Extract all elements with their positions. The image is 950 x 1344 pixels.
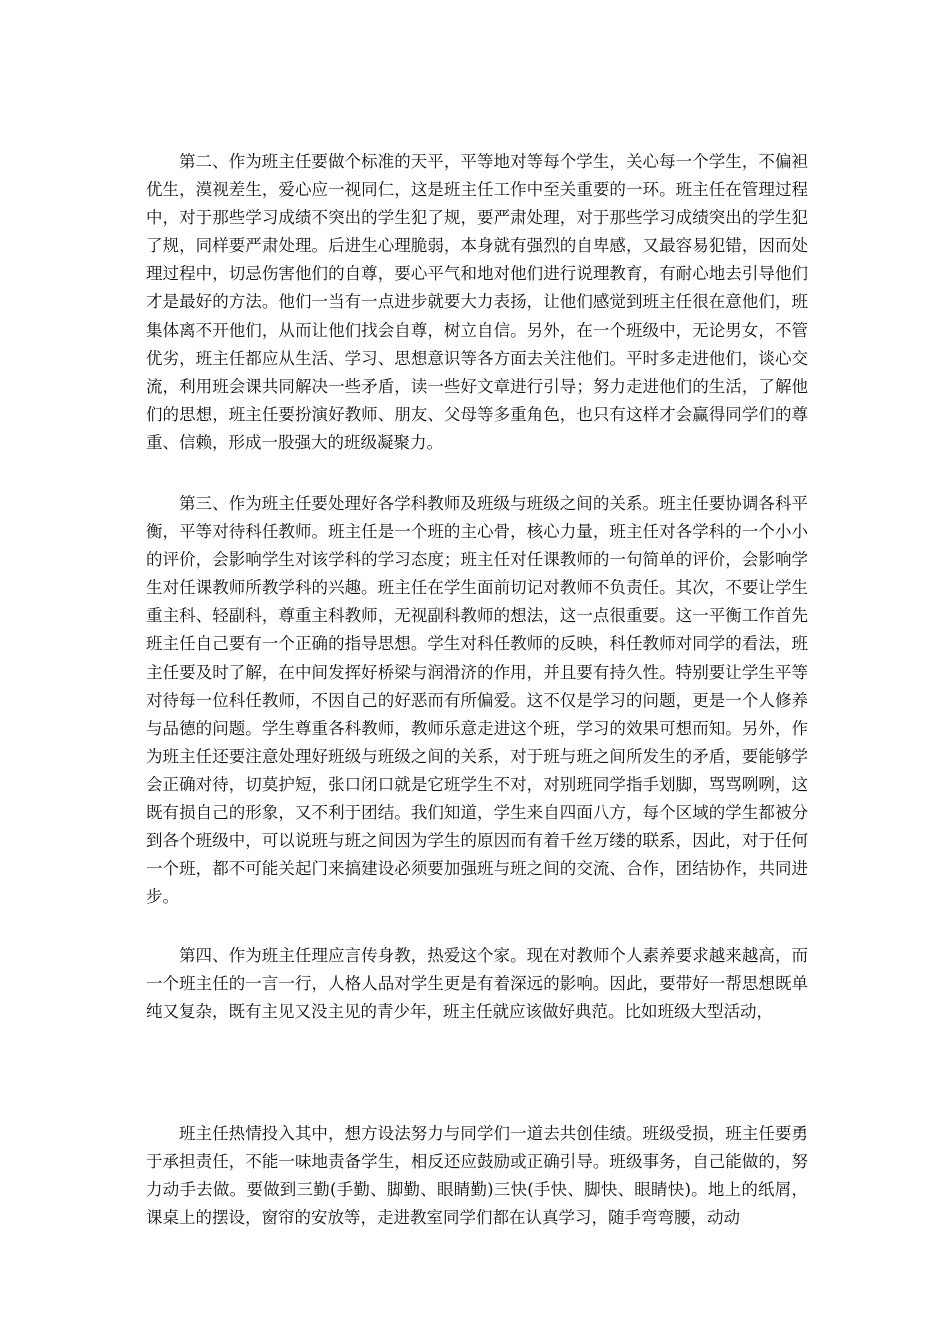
paragraph-second: 第二、作为班主任要做个标准的天平，平等地对等每个学生，关心每一个学生，不偏袒优生，漠视差生，爱心应一视同仁，这是班主任工作中至关重要的一环。班主任在管理过程中，对于那些学习成绩不突出的学生犯了规，要严肃处理，对于那些学习成绩突出的学生犯了规，同样要严肃处理。后进生心理脆弱，本身就有强烈的自卑感，又最容易犯错，因而处理过程中，切忌伤害他们的自尊，要心平气和地对他们进行说理教育，有耐心地去引导他们才是最好的方法。他们一当有一点进步就要大力表扬，让他们感觉到班主任很在意他们，班集体离不开他们，从而让他们找会自尊，树立自信。另外，在一个班级中，无论男女，不管优劣，班主任都应从生活、学习、思想意识等各方面去关注他们。平时多走进他们，谈心交流，利用班会课共同解决一些矛盾，读一些好文章进行引导；努力走进他们的生活，了解他们的思想，班主任要扮演好教师、朋友、父母等多重角色，也只有这样才会赢得同学们的尊重、信赖，形成一股强大的班级凝聚力。 xyxy=(146,152,808,452)
paragraph-continued: 班主任热情投入其中，想方设法努力与同学们一道去共创佳绩。班级受损，班主任要勇于承担责任，不能一味地责备学生，相反还应鼓励或正确引导。班级事务，自己能做的，努力动手去做。要做到三勤(手勤、脚勤、眼睛勤)三快(手快、脚快、眼睛快)。地上的纸屑，课桌上的摆设，窗帘的安放等，走进教室同学们都在认真学习，随手弯弯腰，动动 xyxy=(146,1124,808,1228)
paragraph-fourth: 第四、作为班主任理应言传身教，热爱这个家。现在对教师个人素养要求越来越高，而一个班主任的一言一行，人格人品对学生更是有着深远的影响。因此，要带好一帮思想既单纯又复杂，既有主见又没主见的青少年，班主任就应该做好典范。比如班级大型活动， xyxy=(146,946,808,1022)
paragraph-third: 第三、作为班主任要处理好各学科教师及班级与班级之间的关系。班主任要协调各科平衡，平等对待科任教师。班主任是一个班的主心骨，核心力量，班主任对各学科的一个小小的评价，会影响学生对该学科的学习态度；班主任对任课教师的一句简单的评价，会影响学生对任课教师所教学科的兴趣。班主任在学生面前切记对教师不负责任。其次，不要让学生重主科、轻副科，尊重主科教师，无视副科教师的想法，这一点很重要。这一平衡工作首先班主任自己要有一个正确的指导思想。学生对科任教师的反映，科任教师对同学的看法，班主任要及时了解，在中间发挥好桥梁与润滑济的作用，并且要有持久性。特别要让学生平等对待每一位科任教师，不因自己的好恶而有所偏爱。这不仅是学习的问题，更是一个人修养与品德的问题。学生尊重各科教师，教师乐意走进这个班，学习的效果可想而知。另外，作为班主任还要注意处理好班级与班级之间的关系，对于班与班之间所发生的矛盾，要能够学会正确对待，切莫护短，张口闭口就是它班学生不对，对别班同学指手划脚，骂骂咧咧，这既有损自己的形象，又不利于团结。我们知道，学生来自四面八方，每个区域的学生都被分到各个班级中，可以说班与班之间因为学生的原因而有着千丝万缕的联系，因此，对于任何一个班，都不可能关起门来搞建设必须要加强班与班之间的交流、合作，团结协作，共同进步。 xyxy=(146,494,808,907)
